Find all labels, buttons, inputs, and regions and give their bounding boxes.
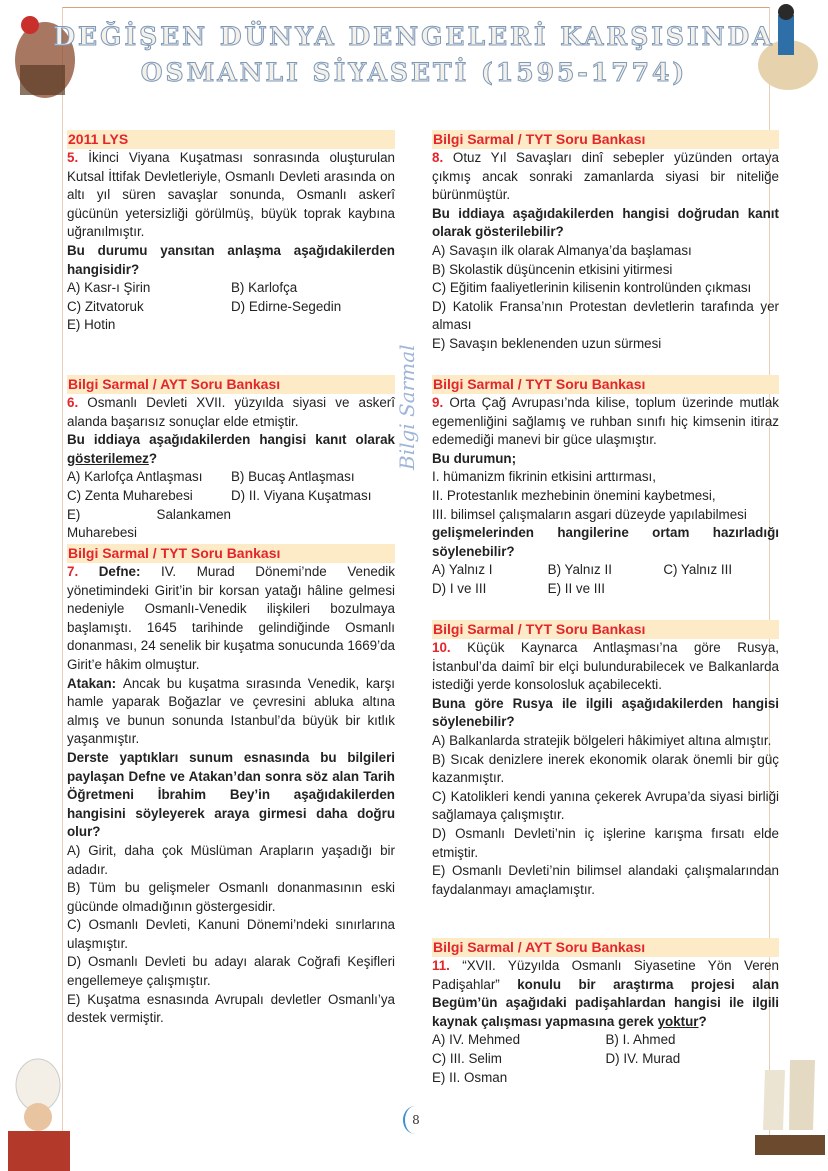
question-number: 11. <box>432 958 450 973</box>
question-8 <box>432 130 779 354</box>
page-number: 8 <box>403 1106 427 1134</box>
question-text <box>432 639 779 695</box>
emphasized-text: gösterilemez <box>67 450 149 466</box>
question-number: 7. <box>67 564 79 579</box>
bilgi-sarmal-signature: Bilgi Sarmal <box>395 344 419 470</box>
answer-option: E) Kuşatma esnasında Avrupalı devletler Osmanlı’ya destek vermiştir. <box>67 991 395 1026</box>
answer-option: A) IV. Mehmed <box>432 1032 521 1048</box>
emphasized-text: Atakan: <box>67 675 123 691</box>
answer-option: A) Balkanlarda stratejik bölgeleri hâkimiyet altına almıştır. <box>432 732 772 748</box>
question-text <box>67 431 395 468</box>
text-segment: Osmanlı Devleti XVII. yüzyılda siyasi ve askerî alanda başarısız sonuçlar elde etmiştir. <box>67 395 395 429</box>
answer-option: B) Karlofça <box>231 280 298 296</box>
answer-option: D) Katolik Fransa’nın Protestan devletlerin tarafında yer alması <box>432 298 779 333</box>
question-source-header: Bilgi Sarmal / TYT Soru Bankası <box>67 544 395 563</box>
question-9 <box>432 375 779 599</box>
page-title-line1: DEĞİŞEN DÜNYA DENGELERİ KARŞISINDA <box>53 22 775 51</box>
answer-option: D) Edirne-Segedin <box>231 298 342 314</box>
question-number: 6. <box>67 395 79 410</box>
question-source-header: 2011 LYS <box>67 130 395 149</box>
answer-option: C) Yalnız III <box>663 562 733 578</box>
answer-option: A) Girit, daha çok Müslüman Arapların yaşadığı bir adadır. <box>67 842 395 877</box>
text-segment: I. hümanizm fikrinin etkisini arttırması, <box>432 469 656 485</box>
answer-option: E) II ve III <box>547 580 605 596</box>
question-6 <box>67 375 395 543</box>
question-text <box>67 242 395 279</box>
answer-option: E) Hotin <box>67 317 116 333</box>
emphasized-text: Buna göre Rusya ile ilgili aşağıdakilerden hangisi söylenebilir? <box>432 695 779 730</box>
answer-options <box>67 842 395 1028</box>
answer-options <box>67 279 395 335</box>
question-text <box>432 149 779 205</box>
emphasized-text: Bu durumu yansıtan anlaşma aşağıdakilerden hangisidir? <box>67 242 395 277</box>
answer-option: B) Tüm bu gelişmeler Osmanlı donanmasının eski gücünde olmadığının göstergesidir. <box>67 880 395 914</box>
emphasized-text: Bu durumun; <box>432 450 517 466</box>
answer-option: D) II. Viyana Kuşatması <box>231 487 372 503</box>
text-segment: İkinci Viyana Kuşatması sonrasında oluşturulan Kutsal İttifak Devletleriyle, Osmanlı Devleti arasında on altı yıl süren savaşlar sonunda, Osmanlı askerî gücünün yetersizliği görülmüş, büyük toprak kaybına uğranılmıştır. <box>67 150 395 240</box>
answer-option: A) Savaşın ilk olarak Almanya’da başlaması <box>432 242 692 258</box>
question-text <box>432 450 779 469</box>
answer-option: C) Osmanlı Devleti, Kanuni Dönemi’ndeki sınırlarına ulaşmıştır. <box>67 917 395 951</box>
text-segment: II. Protestanlık mezhebinin önemini kaybetmesi, <box>432 487 716 503</box>
question-text <box>432 506 779 525</box>
answer-option: B) Yalnız II <box>547 562 612 578</box>
answer-option: E) Osmanlı Devleti’nin bilimsel alandaki çalışmalarından faydalanmayı amaçlamıştır. <box>432 863 779 897</box>
question-7 <box>67 544 395 1028</box>
question-source-header: Bilgi Sarmal / TYT Soru Bankası <box>432 130 779 149</box>
answer-option: E) II. Osman <box>432 1069 508 1085</box>
question-number: 10. <box>432 640 451 655</box>
emphasized-text: Derste yaptıkları sunum esnasında bu bilgileri paylaşan Defne ve Atakan’dan sonra söz alan Tarih Öğretmeni İbrahim Bey’in aşağıdakilerden hangisini söyleyerek araya girmesi daha doğru olur? <box>67 749 395 840</box>
emphasized-text: Bu iddiaya aşağıdakilerden hangisi doğrudan kanıt olarak gösterilebilir? <box>432 205 779 240</box>
question-text <box>67 149 395 242</box>
answer-options <box>432 732 779 899</box>
question-text <box>432 487 779 506</box>
question-text <box>432 205 779 242</box>
question-10 <box>432 620 779 899</box>
question-number: 9. <box>432 395 444 410</box>
question-text <box>432 524 779 561</box>
text-segment: Orta Çağ Avrupası’nda kilise, toplum üzerinde mutlak egemenliğini sağlamış ve ruhban sınıfı hiç kimsenin itiraz edemediği manevi bir güce ulaşmıştır. <box>432 395 779 448</box>
answer-option: E) Salankamen Muharebesi <box>67 506 231 541</box>
horseman-illustration <box>738 0 828 110</box>
answer-option: A) Yalnız I <box>432 562 493 578</box>
question-text <box>432 695 779 732</box>
text-segment: “XVII. Yüzyılda Osmanlı Siyasetine Yön Veren Padişahlar” <box>432 958 779 992</box>
emphasized-text: yoktur <box>657 1013 699 1029</box>
answer-option: C) Zenta Muharebesi <box>67 487 193 503</box>
answer-option: C) III. Selim <box>432 1050 502 1066</box>
answer-options <box>432 242 779 354</box>
question-source-header: Bilgi Sarmal / AYT Soru Bankası <box>67 375 395 394</box>
question-source-header: Bilgi Sarmal / TYT Soru Bankası <box>432 375 779 394</box>
question-11 <box>432 938 779 1087</box>
text-segment: III. bilimsel çalışmaların asgari düzeyde yapılabilmesi <box>432 506 747 522</box>
answer-option: B) I. Ahmed <box>605 1032 676 1048</box>
answer-option: D) Osmanlı Devleti’nin iç işlerine karışma fırsatı elde etmiştir. <box>432 825 779 860</box>
emphasized-text: gelişmelerinden hangilerine ortam hazırladığı söylenebilir? <box>432 525 779 559</box>
emphasized-text: ? <box>148 450 158 466</box>
text-segment: Küçük Kaynarca Antlaşması’na göre Rusya, İstanbul’da daimî bir elçi bulundurabilecek ve Balkanlarda istediği yerde konsolosluk açabilecekti. <box>432 640 779 693</box>
answer-option: D) IV. Murad <box>605 1050 681 1066</box>
answer-option: A) Kasr-ı Şirin <box>67 280 151 296</box>
question-text <box>67 749 395 842</box>
answer-option: D) I ve III <box>432 580 487 596</box>
answer-option: B) Bucaş Antlaşması <box>231 469 355 485</box>
text-segment: Ancak bu kuşatma sırasında Venedik, karşı hamle yaparak Boğazlar ve çevresini abluka altına almış ve bunun sonunda Istanbul’da büyük bir kıtlık yaşanmıştır. <box>67 675 395 747</box>
question-5 <box>67 130 395 335</box>
question-text <box>432 468 779 487</box>
answer-option: C) Katolikleri kendi yanına çekerek Avrupa’da siyasi birliği sağlamaya çalışmıştır. <box>432 788 779 823</box>
answer-options <box>67 468 395 542</box>
answer-option: D) Osmanlı Devleti bu adayı alarak Coğrafi Keşifleri engellemeye çalışmıştır. <box>67 954 395 989</box>
answer-option: B) Skolastik düşüncenin etkisini yitirmesi <box>432 261 673 277</box>
question-text <box>67 675 395 749</box>
question-text <box>67 394 395 431</box>
emphasized-text: Bu iddiaya aşağıdakilerden hangisi kanıt olarak <box>67 432 395 448</box>
question-number: 8. <box>432 150 444 165</box>
answer-option: C) Eğitim faaliyetlerinin kilisenin kontrolünden çıkması <box>432 280 752 296</box>
answer-option: A) Karlofça Antlaşması <box>67 469 203 485</box>
ottoman-warriors-illustration <box>0 0 90 110</box>
emphasized-text: konulu bir araştırma projesi alan Begüm’ün aşağıdaki padişahlardan hangisi ile ilgili kaynak çalışması yapmasına gerek <box>432 976 779 1029</box>
page-title-line2: OSMANLI SİYASETİ (1595-1774) <box>140 58 688 87</box>
question-text <box>67 563 395 675</box>
answer-option: B) Sıcak denizlere inerek ekonomik olarak önemli bir güç kazanmıştır. <box>432 751 779 786</box>
answer-options <box>432 1031 779 1087</box>
question-source-header: Bilgi Sarmal / TYT Soru Bankası <box>432 620 779 639</box>
sultan-portrait-illustration <box>0 1055 80 1171</box>
question-number: 5. <box>67 150 79 165</box>
emphasized-text: ? <box>698 1013 707 1029</box>
emphasized-text: Defne: <box>98 564 162 579</box>
question-text <box>432 394 779 450</box>
answer-options <box>432 561 779 598</box>
answer-option: C) Zitvatoruk <box>67 298 144 314</box>
text-segment: Otuz Yıl Savaşları dinî sebepler yüzünden ortaya çıkmış ancak sonraki zamanlarda siyasi bir niteliğe bürünmüştür. <box>432 150 779 203</box>
text-segment: IV. Murad Dönemi’nde Venedik yönetimindeki Girit’in bir korsan yatağı hâline gelmesi nedeniyle Osmanlı-Venedik ilişkileri bozulmaya başlamıştı. 1645 tarihinde gelindiğinde Osmanlı donanması, 24 senelik bir kuşatma sonucunda 1669’da Girit’e hâkim olmuştur. <box>67 564 395 672</box>
question-source-header: Bilgi Sarmal / AYT Soru Bankası <box>432 938 779 957</box>
question-text <box>432 957 779 1031</box>
answer-option: E) Savaşın beklenenden uzun sürmesi <box>432 335 662 351</box>
